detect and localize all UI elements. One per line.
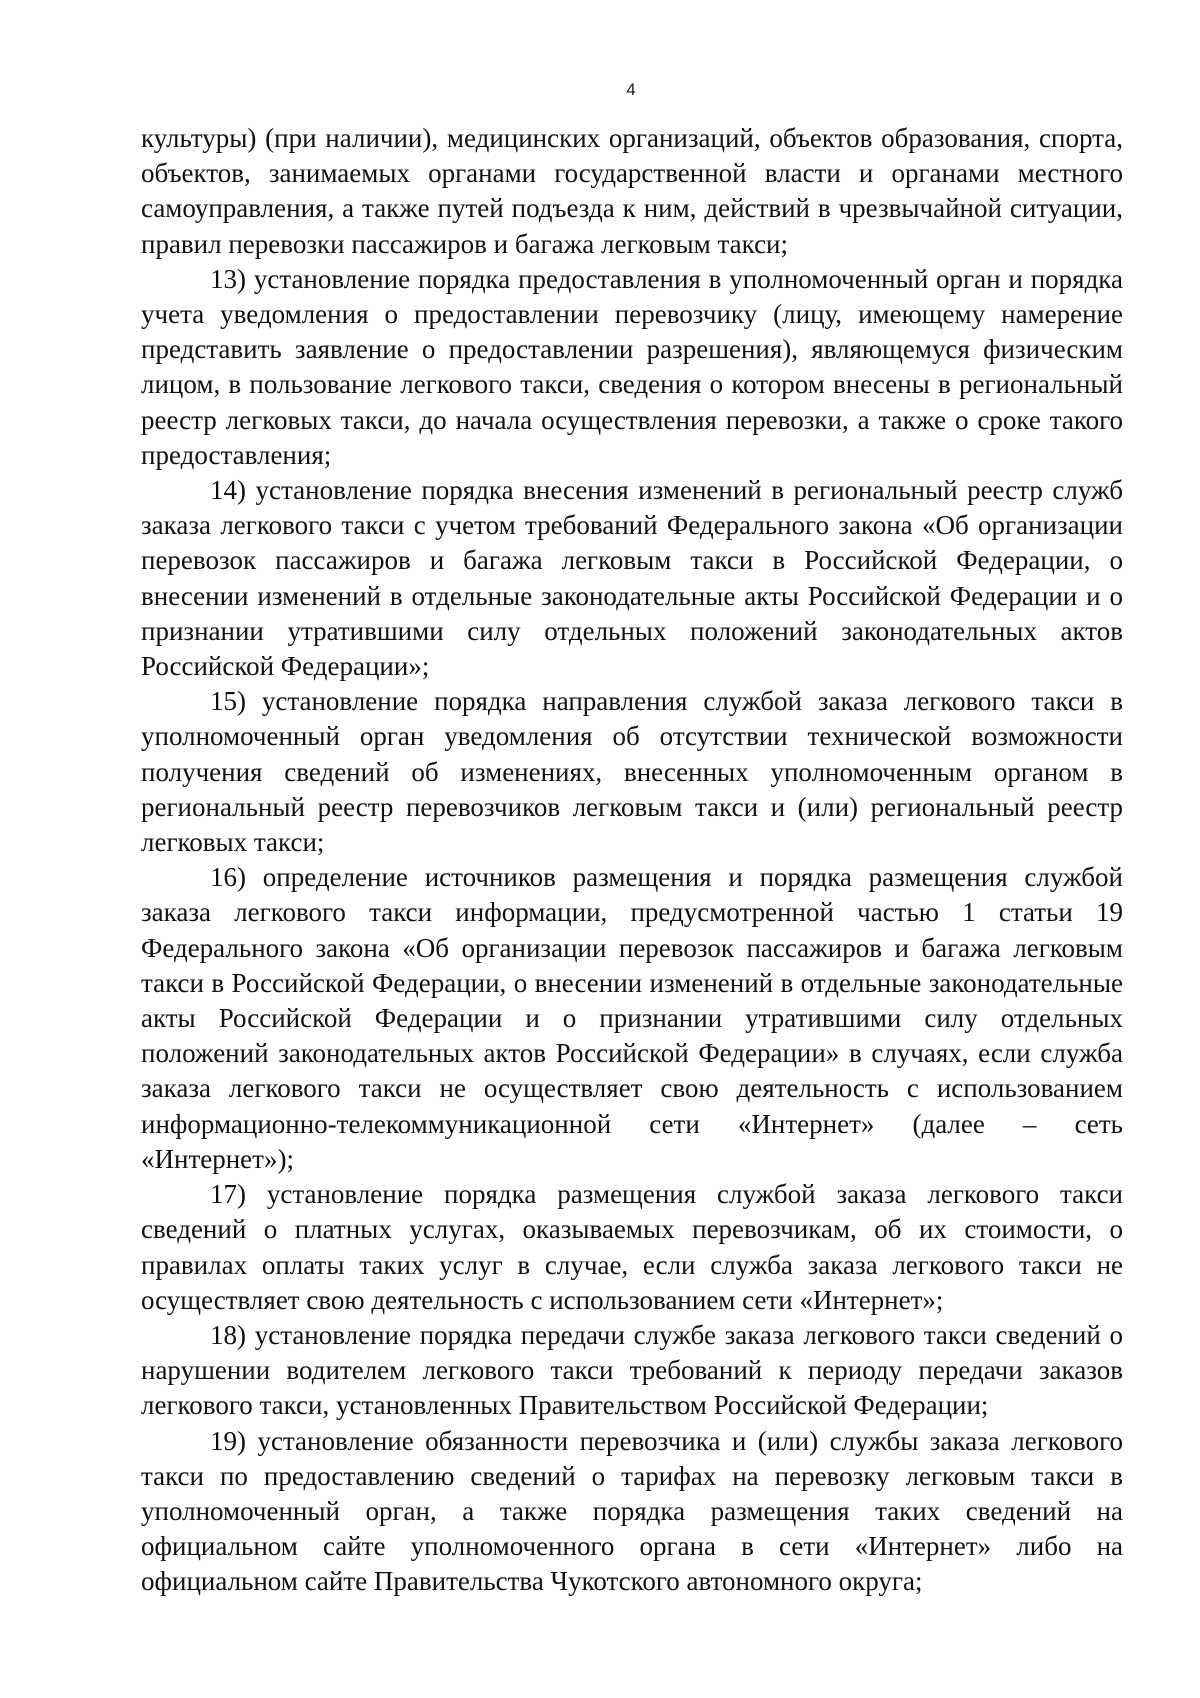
paragraph-item-14: 14) установление порядка внесения изменений в региональный реестр служб заказа легкового такси с учетом требований Федерального закона «Об организации перевозок пассажиров и багажа легковым такси в Российской Федерации, о внесении изменений в отдельные законодательные акты Российской Федерации и о признании утратившими силу отдельных положений законодательных актов Российской Федерации»;: [141, 475, 1123, 682]
paragraph-item-15: 15) установление порядка направления службой заказа легкового такси в уполномоченный орган уведомления об отсутствии технической возможности получения сведений об изменениях, внесенных уполномоченным органом в региональный реестр перевозчиков легковым такси и (или) региональный реестр легковых такси;: [141, 686, 1123, 858]
paragraph-continuation: культуры) (при наличии), медицинских организаций, объектов образования, спорта, объектов, занимаемых органами государственной власти и органами местного самоуправления, а также путей подъезда к ним, действий в чрезвычайной ситуации, правил перевозки пассажиров и багажа легковым такси;: [141, 123, 1123, 259]
paragraph-item-13: 13) установление порядка предоставления в уполномоченный орган и порядка учета уведомления о предоставлении перевозчику (лицу, имеющему намерение представить заявление о предоставлении разрешения), являющемуся физическим лицом, в пользование легкового такси, сведения о котором внесены в региональный реестр легковых такси, до начала осуществления перевозки, а также о сроке такого предоставления;: [141, 263, 1123, 470]
paragraph-item-19: 19) установление обязанности перевозчика и (или) службы заказа легкового такси по предоставлению сведений о тарифах на перевозку легковым такси в уполномоченный орган, а также порядка размещения таких сведений на официальном сайте уполномоченного органа в сети «Интернет» либо на официальном сайте Правительства Чукотского автономного округа;: [141, 1425, 1123, 1597]
document-body: [141, 121, 1123, 1600]
paragraph-item-18: 18) установление порядка передачи службе заказа легкового такси сведений о нарушении водителем легкового такси требований к периоду передачи заказов легкового такси, установленных Правительством Российской Федерации;: [141, 1319, 1123, 1421]
paragraph-item-17: 17) установление порядка размещения службой заказа легкового такси сведений о платных услугах, оказываемых перевозчикам, об их стоимости, о правилах оплаты таких услуг в случае, если служба заказа легкового такси не осуществляет свою деятельность с использованием сети «Интернет»;: [141, 1179, 1123, 1315]
page-number: 4: [626, 80, 636, 99]
paragraph-item-16: 16) определение источников размещения и порядка размещения службой заказа легкового такси информации, предусмотренной частью 1 статьи 19 Федерального закона «Об организации перевозок пассажиров и багажа легковым такси в Российской Федерации, о внесении изменений в отдельные законодательные акты Российской Федерации и о признании утратившими силу отдельных положений законодательных актов Российской Федерации» в случаях, если служба заказа легкового такси не осуществляет свою деятельность с использованием информационно-телекоммуникационной сети «Интернет» (далее – сеть «Интернет»);: [141, 862, 1123, 1174]
